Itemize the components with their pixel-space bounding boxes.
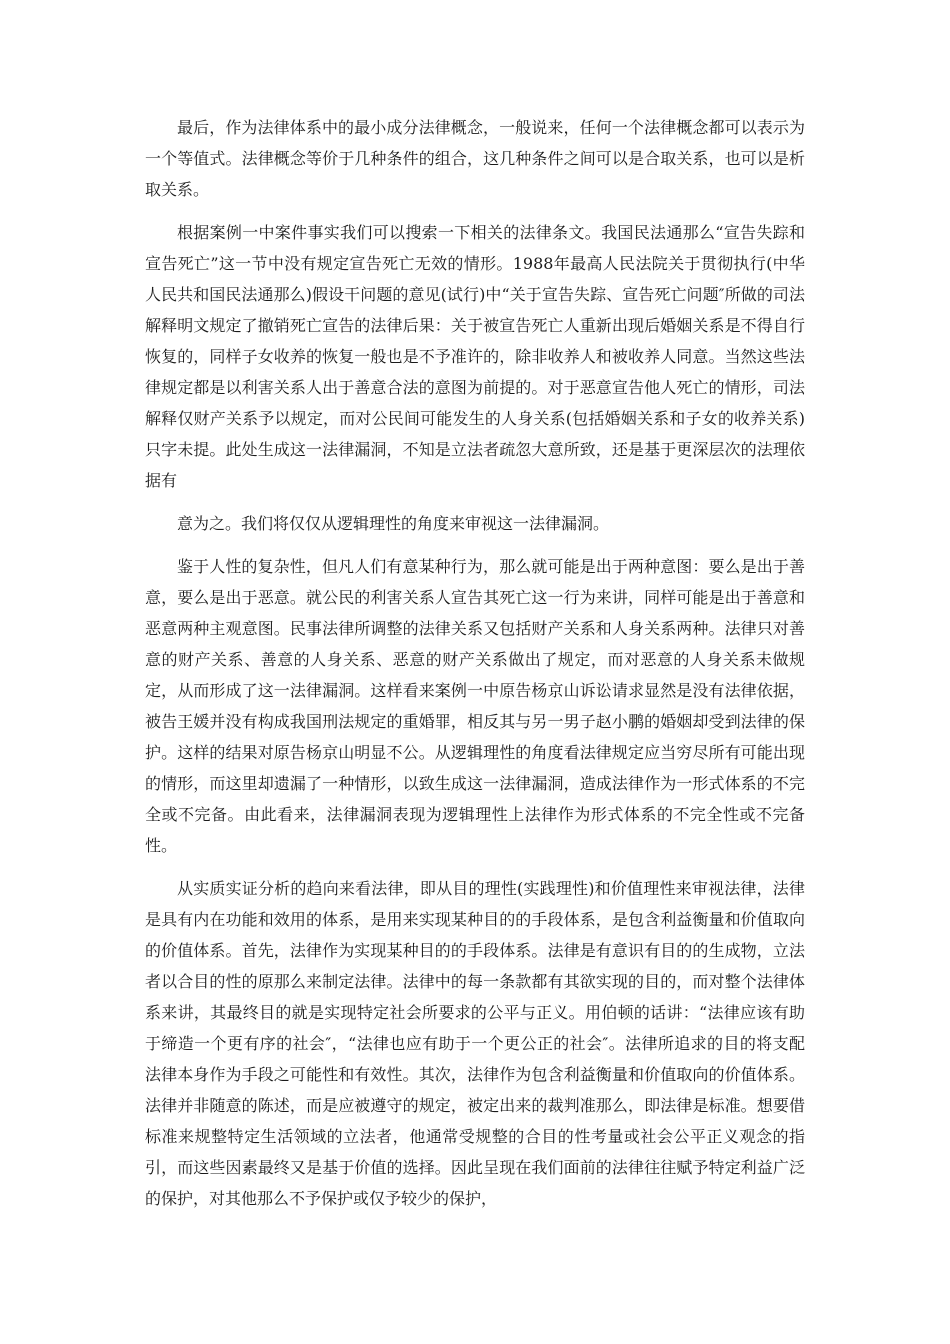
paragraph-2: 根据案例一中案件事实我们可以搜索一下相关的法律条文。我国民法通那么“宣告失踪和宣告死亡”这一节中没有规定宣告死亡无效的情形。1988年最高人民法院关于贯彻执行(中华人民共和国民法通那么)假设干问题的意见(试行)中“关于宣告失踪、宣告死亡问题″所做的司法解释明文规定了撤销死亡宣告的法律后果：关于被宣告死亡人重新出现后婚姻关系是不得自行恢复的，同样子女收养的恢复一般也是不予准许的，除非收养人和被收养人同意。当然这些法律规定都是以利害关系人出于善意合法的意图为前提的。对于恶意宣告他人死亡的情形，司法解释仅财产关系予以规定，而对公民间可能发生的人身关系(包括婚姻关系和子女的收养关系)只字未提。此处生成这一法律漏洞，不知是立法者疏忽大意所致，还是基于更深层次的法理依据有 (145, 223, 805, 490)
paragraph-4: 鉴于人性的复杂性，但凡人们有意某种行为，那么就可能是出于两种意图：要么是出于善意，要么是出于恶意。就公民的利害关系人宣告其死亡这一行为来讲，同样可能是出于善意和恶意两种主观意图。民事法律所调整的法律关系又包括财产关系和人身关系两种。法律只对善意的财产关系、善意的人身关系、恶意的财产关系做出了规定，而对恶意的人身关系未做规定，从而形成了这一法律漏洞。这样看来案例一中原告杨京山诉讼请求显然是没有法律依据，被告王媛并没有构成我国刑法规定的重婚罪，相反其与另一男子赵小鹏的婚姻却受到法律的保护。这样的结果对原告杨京山明显不公。从逻辑理性的角度看法律规定应当穷尽所有可能出现的情形，而这里却遗漏了一种情形，以致生成这一法律漏洞，造成法律作为一形式体系的不完全或不完备。由此看来，法律漏洞表现为逻辑理性上法律作为形式体系的不完全性或不完备性。 (145, 557, 805, 855)
paragraph-1: 最后，作为法律体系中的最小成分法律概念，一般说来，任何一个法律概念都可以表示为一个等值式。法律概念等价于几种条件的组合，这几种条件之间可以是合取关系，也可以是析取关系。 (145, 118, 805, 199)
paragraph-3: 意为之。我们将仅仅从逻辑理性的角度来审视这一法律漏洞。 (177, 514, 610, 533)
document-body (145, 112, 805, 1226)
paragraph-5: 从实质实证分析的趋向来看法律，即从目的理性(实践理性)和价值理性来审视法律，法律是具有内在功能和效用的体系，是用来实现某种目的的手段体系，是包含利益衡量和价值取向的价值体系。首先，法律作为实现某种目的的手段体系。法律是有意识有目的的生成物，立法者以合目的性的原那么来制定法律。法律中的每一条款都有其欲实现的目的，而对整个法律体系来讲，其最终目的就是实现特定社会所要求的公平与正义。用伯顿的话讲：“法律应该有助于缔造一个更有序的社会″，“法律也应有助于一个更公正的社会″。法律所追求的目的将支配法律本身作为手段之可能性和有效性。其次，法律作为包含利益衡量和价值取向的价值体系。法律并非随意的陈述，而是应被遵守的规定，被定出来的裁判准那么，即法律是标准。想要借标准来规整特定生活领域的立法者，他通常受规整的合目的性考量或社会公平正义观念的指引，而这些因素最终又是基于价值的选择。因此呈现在我们面前的法律往往赋予特定利益广泛的保护，对其他那么不予保护或仅予较少的保护， (145, 879, 805, 1208)
